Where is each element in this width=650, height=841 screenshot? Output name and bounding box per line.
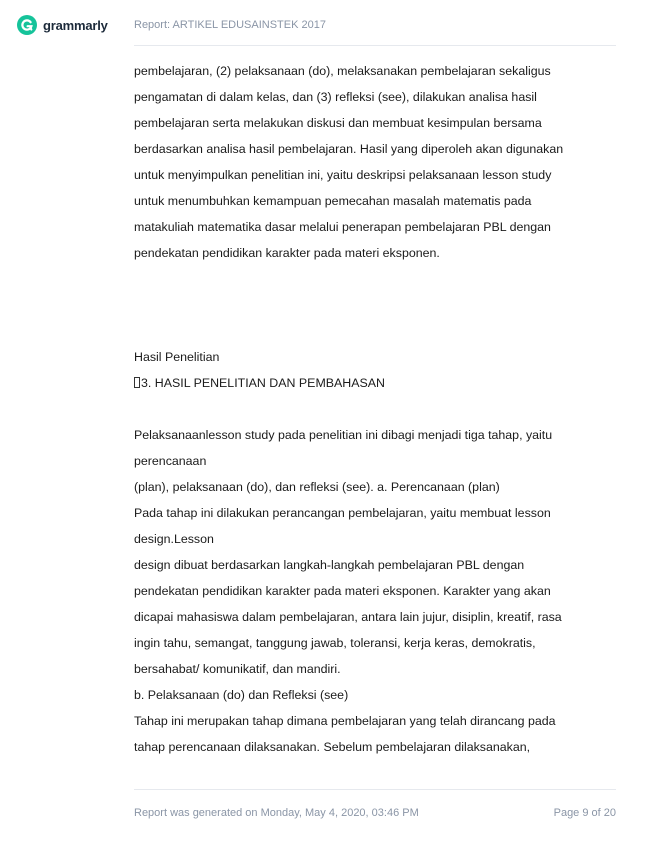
text-line: dicapai mahasiswa dalam pembelajaran, antara lain jujur, disiplin, kreatif, rasa bbox=[134, 610, 562, 624]
missing-glyph-icon bbox=[134, 377, 140, 388]
text-line: pengamatan di dalam kelas, dan (3) refleksi (see), dilakukan analisa hasil bbox=[134, 90, 537, 104]
text-line: design dibuat berdasarkan langkah-langkah pembelajaran PBL dengan bbox=[134, 558, 525, 572]
text-line: ingin tahu, semangat, tanggung jawab, toleransi, kerja keras, demokratis, bbox=[134, 636, 536, 650]
text-line: untuk menumbuhkan kemampuan pemecahan masalah matematis pada bbox=[134, 194, 532, 208]
subheading: Hasil Penelitian bbox=[134, 350, 220, 364]
text-line: b. Pelaksanaan (do) dan Refleksi (see) bbox=[134, 688, 349, 702]
grammarly-g-icon bbox=[17, 15, 37, 35]
text-line: untuk menyimpulkan penelitian ini, yaitu deskripsi pelaksanaan lesson study bbox=[134, 168, 552, 182]
text-line: pembelajaran, (2) pelaksanaan (do), melaksanakan pembelajaran sekaligus bbox=[134, 64, 551, 78]
section-heading bbox=[134, 370, 616, 396]
report-title: Report: ARTIKEL EDUSAINSTEK 2017 bbox=[134, 19, 326, 31]
grammarly-logo bbox=[17, 15, 108, 35]
text-line: Tahap ini merupakan tahap dimana pembelajaran yang telah dirancang pada bbox=[134, 714, 556, 728]
text-line: Pelaksanaanlesson study pada penelitian ini dibagi menjadi tiga tahap, yaitu bbox=[134, 428, 553, 442]
text-line: berdasarkan analisa hasil pembelajaran. Hasil yang diperoleh akan digunakan bbox=[134, 142, 564, 156]
blank-line bbox=[134, 396, 616, 422]
text-line: tahap perencanaan dilaksanakan. Sebelum pembelajaran dilaksanakan, bbox=[134, 740, 531, 754]
text-line: Pada tahap ini dilakukan perancangan pembelajaran, yaitu membuat lesson bbox=[134, 506, 551, 520]
report-header bbox=[0, 0, 650, 48]
header-divider bbox=[134, 45, 616, 46]
generated-timestamp: Report was generated on Monday, May 4, 2020, 03:46 PM bbox=[134, 807, 419, 819]
text-line: pendekatan pendidikan karakter pada materi eksponen. bbox=[134, 246, 440, 260]
document-body bbox=[134, 58, 616, 760]
text-line: matakuliah matematika dasar melalui penerapan pembelajaran PBL dengan bbox=[134, 220, 551, 234]
text-line: (plan), pelaksanaan (do), dan refleksi (see). a. Perencanaan (plan) bbox=[134, 480, 500, 494]
text-line: design.Lesson bbox=[134, 532, 214, 546]
blank-line bbox=[134, 292, 616, 318]
page-number: Page 9 of 20 bbox=[553, 807, 616, 819]
text-line: pendekatan pendidikan karakter pada materi eksponen. Karakter yang akan bbox=[134, 584, 551, 598]
blank-line bbox=[134, 266, 616, 292]
text-line: perencanaan bbox=[134, 454, 207, 468]
footer-divider bbox=[134, 789, 616, 790]
brand-name: grammarly bbox=[43, 17, 108, 33]
blank-line bbox=[134, 318, 616, 344]
text-line: bersahabat/ komunikatif, dan mandiri. bbox=[134, 662, 341, 676]
text-line: pembelajaran serta melakukan diskusi dan membuat kesimpulan bersama bbox=[134, 116, 542, 130]
section-heading-text: 3. HASIL PENELITIAN DAN PEMBAHASAN bbox=[141, 376, 385, 390]
